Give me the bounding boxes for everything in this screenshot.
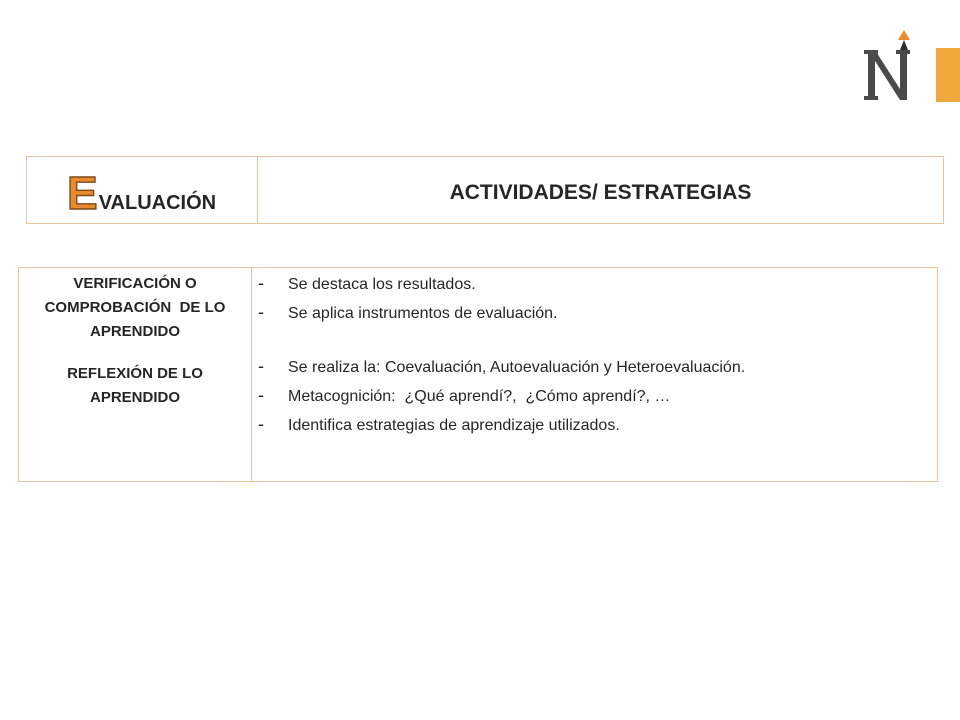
header-table xyxy=(26,156,944,224)
title-initial: E xyxy=(67,167,98,219)
evaluacion-title-cell xyxy=(27,157,258,223)
bullet-dash: - xyxy=(258,356,264,376)
list-item-text: Se aplica instrumentos de evaluación. xyxy=(288,305,558,322)
orange-accent-bar xyxy=(936,48,960,102)
list-item xyxy=(258,386,937,415)
phase-block-reflection xyxy=(19,362,251,410)
n-logo-icon xyxy=(860,28,916,104)
actividades-title: ACTIVIDADES/ ESTRATEGIAS xyxy=(449,181,752,204)
list-item xyxy=(258,274,937,303)
activities-cell xyxy=(252,268,937,481)
bullet-dash: - xyxy=(258,414,264,434)
title-rest: VALUACIÓN xyxy=(98,192,217,214)
content-table xyxy=(18,267,938,482)
bullet-dash: - xyxy=(258,302,264,322)
phase-line: APRENDIDO xyxy=(89,323,180,340)
phase-block-verification xyxy=(19,272,251,344)
phase-cell xyxy=(19,268,252,481)
phase-line: COMPROBACIÓN DE LO xyxy=(44,299,226,316)
phase-line: VERIFICACIÓN O xyxy=(73,275,197,292)
bullet-dash: - xyxy=(258,273,264,293)
phase-line: APRENDIDO xyxy=(89,389,180,406)
list-item xyxy=(258,303,937,332)
list-item-text: Se realiza la: Coevaluación, Autoevaluación y Heteroevaluación. xyxy=(288,359,746,376)
bullet-dash: - xyxy=(258,385,264,405)
list-item xyxy=(258,415,937,444)
list-item xyxy=(258,357,937,386)
list-item-text: Metacognición: ¿Qué aprendí?, ¿Cómo aprendí?, … xyxy=(288,388,671,405)
list-item-text: Se destaca los resultados. xyxy=(288,276,476,293)
actividades-title-cell xyxy=(258,157,943,223)
list-item-text: Identifica estrategias de aprendizaje utilizados. xyxy=(288,417,620,434)
phase-line: REFLEXIÓN DE LO xyxy=(67,365,203,382)
